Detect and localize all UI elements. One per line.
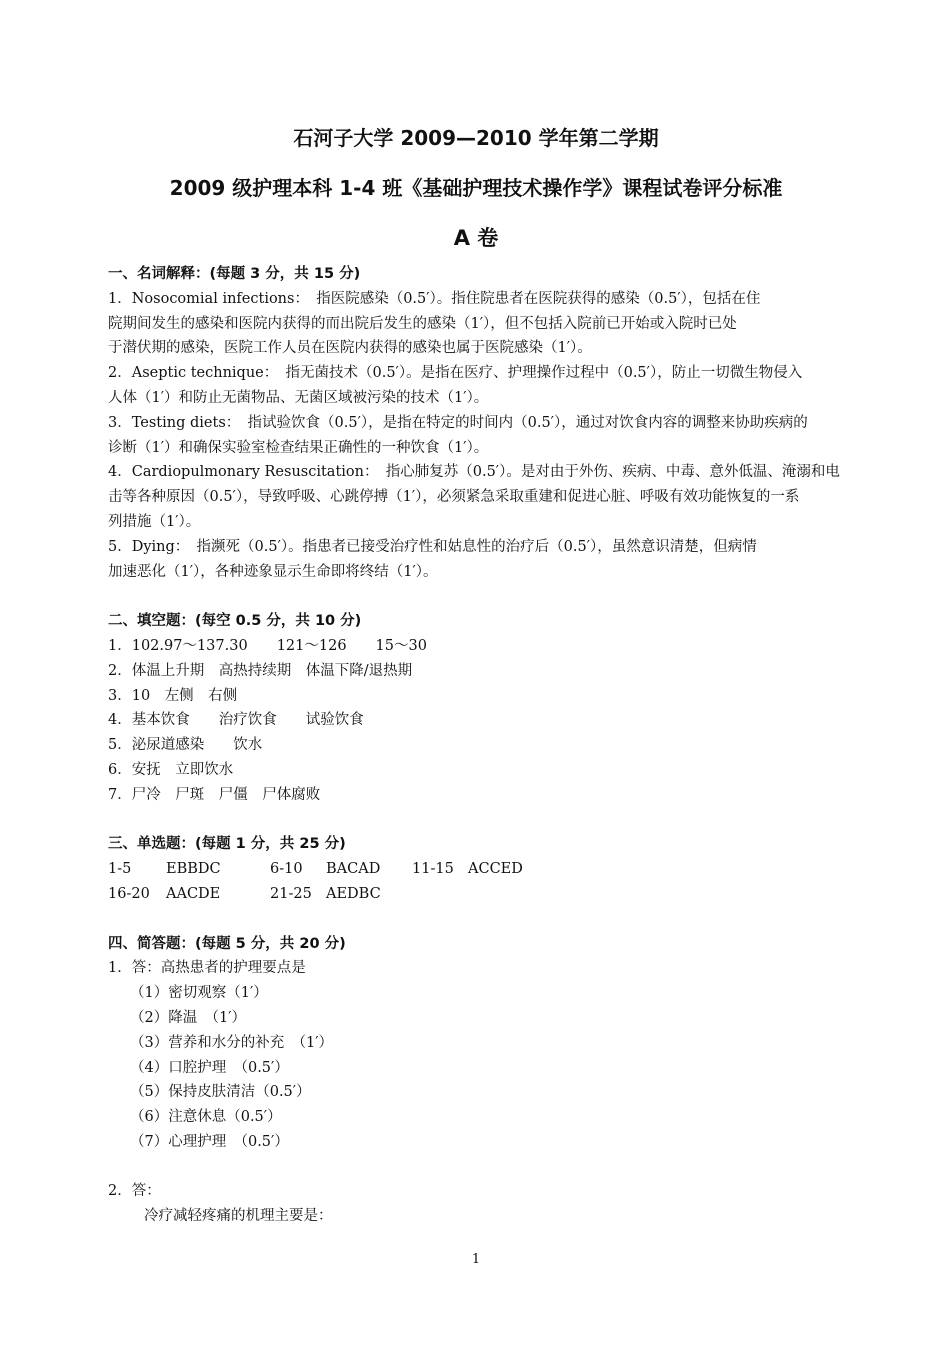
answer-line: 院期间发生的感染和医院内获得的而出院后发生的感染（1′），但不包括入院前已开始或入院时已处 xyxy=(108,315,737,332)
range-label: 6-10 xyxy=(270,861,303,878)
answer-content xyxy=(108,262,898,1229)
answer-line: 4．Cardiopulmonary Resuscitation： 指心肺复苏（0.5′）。是对由于外伤、疾病、中毒、意外低温、淹溺和电 xyxy=(108,464,840,481)
answer-line: 6．安抚 立即饮水 xyxy=(108,761,234,778)
answer-key: BACAD xyxy=(326,861,381,878)
answer-line: 3．10 左侧 右侧 xyxy=(108,687,238,704)
range-label: 11-15 xyxy=(412,861,454,878)
answer-line: 5．泌尿道感染 饮水 xyxy=(108,737,263,754)
paper-version: A 卷 xyxy=(453,226,499,250)
answer-line: 5．Dying： 指濒死（0.5′）。指患者已接受治疗性和姑息性的治疗后（0.5′），虽然意识清楚，但病情 xyxy=(108,538,757,555)
section-heading-3: 三、单选题：(每题 1 分，共 25 分) xyxy=(108,836,346,853)
answer-key: AACDE xyxy=(166,885,221,902)
answer-line: 加速恶化（1′），各种迹象显示生命即将终结（1′）。 xyxy=(108,563,438,580)
section-heading-4: 四、简答题：(每题 5 分，共 20 分) xyxy=(108,935,346,952)
answer-line: 4．基本饮食 治疗饮食 试验饮食 xyxy=(108,712,364,729)
answer-line: 击等各种原因（0.5′），导致呼吸、心跳停搏（1′），必须紧急采取重建和促进心脏、呼吸有效功能恢复的一系 xyxy=(108,489,800,506)
answer-row xyxy=(108,882,898,907)
answer-key: ACCED xyxy=(468,861,523,878)
question-title: 2．答： xyxy=(108,1183,161,1200)
answer-line: 1．102.97～137.30 121～126 15～30 xyxy=(108,637,427,654)
answer-line: 诊断（1′）和确保实验室检查结果正确性的一种饮食（1′）。 xyxy=(108,439,489,456)
answer-line: 1．Nosocomial infections： 指医院感染（0.5′）。指住院患者在医院获得的感染（0.5′），包括在住 xyxy=(108,290,761,307)
answer-line: 列措施（1′）。 xyxy=(108,513,201,530)
section-heading-2: 二、填空题：(每空 0.5 分，共 10 分) xyxy=(108,613,362,630)
spacer xyxy=(108,584,898,609)
answer-line: 2．Aseptic technique： 指无菌技术（0.5′）。是指在医疗、护理操作过程中（0.5′），防止一切微生物侵入 xyxy=(108,365,803,382)
answer-item: （5）保持皮肤清洁（0.5′） xyxy=(130,1084,311,1101)
course-title: 2009 级护理本科 1-4 班《基础护理技术操作学》课程试卷评分标准 xyxy=(169,176,783,200)
spacer xyxy=(108,907,898,932)
answer-line: 7．尸冷 尸斑 尸僵 尸体腐败 xyxy=(108,786,321,803)
answer-item: （3）营养和水分的补充 （1′） xyxy=(130,1034,333,1051)
page-number: 1 xyxy=(471,1252,481,1267)
spacer xyxy=(108,1155,898,1180)
university-title: 石河子大学 2009—2010 学年第二学期 xyxy=(293,126,659,150)
answer-item: （6）注意休息（0.5′） xyxy=(130,1109,282,1126)
answer-item: （2）降温 （1′） xyxy=(130,1009,246,1026)
range-label: 16-20 xyxy=(108,885,150,902)
range-label: 1-5 xyxy=(108,861,132,878)
answer-key: EBBDC xyxy=(166,861,221,878)
range-label: 21-25 xyxy=(270,885,312,902)
answer-line: 冷疗减轻疼痛的机理主要是： xyxy=(144,1208,333,1225)
answer-line: 人体（1′）和防止无菌物品、无菌区域被污染的技术（1′）。 xyxy=(108,389,489,406)
spacer xyxy=(108,808,898,833)
answer-item: （1）密切观察（1′） xyxy=(130,985,268,1002)
answer-item: （4）口腔护理 （0.5′） xyxy=(130,1059,289,1076)
answer-line: 3．Testing diets： 指试验饮食（0.5′），是指在特定的时间内（0.5′），通过对饮食内容的调整来协助疾病的 xyxy=(108,414,808,431)
answer-line: 2．体温上升期 高热持续期 体温下降/退热期 xyxy=(108,662,413,679)
answer-row xyxy=(108,857,898,882)
section-heading-1: 一、名词解释：(每题 3 分，共 15 分) xyxy=(108,266,361,282)
answer-item: （7）心理护理 （0.5′） xyxy=(130,1133,289,1150)
question-title: 1．答：高热患者的护理要点是 xyxy=(108,960,306,977)
answer-line: 于潜伏期的感染，医院工作人员在医院内获得的感染也属于医院感染（1′）。 xyxy=(108,340,592,357)
answer-key: AEDBC xyxy=(326,885,381,902)
